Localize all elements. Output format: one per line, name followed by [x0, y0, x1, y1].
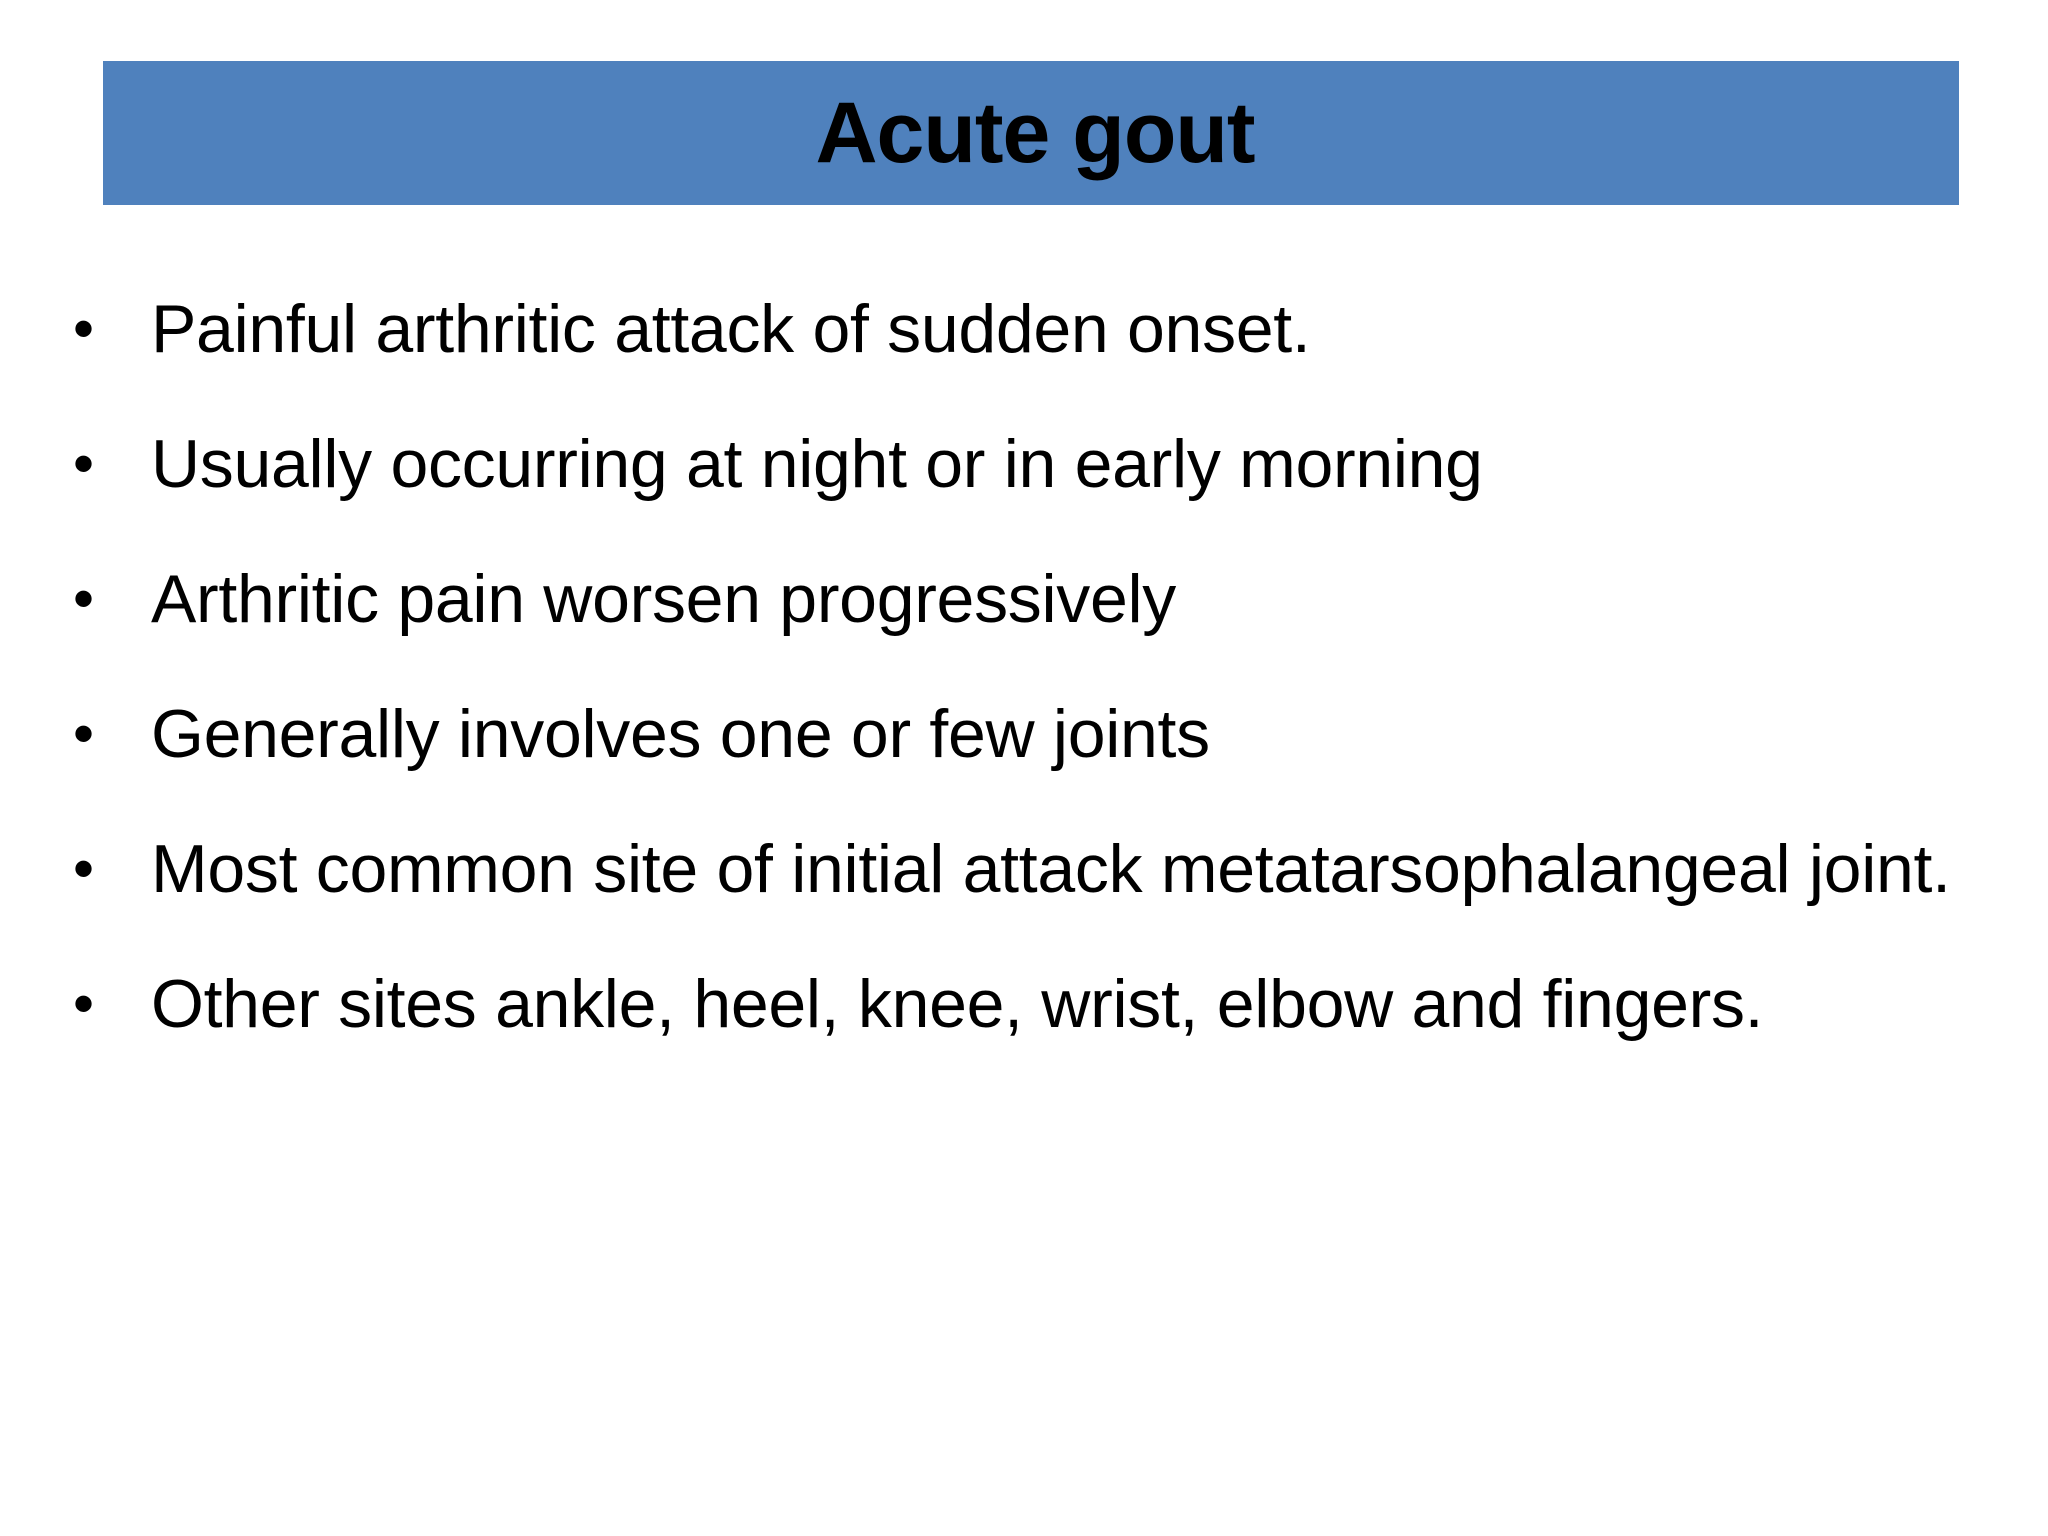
bullet-item	[0, 677, 2048, 791]
bullet-item	[0, 407, 2048, 521]
title-bar	[103, 61, 1959, 205]
bullet-text: Most common site of initial attack metatarsophalangeal joint.	[151, 831, 1951, 907]
slide-title: Acute gout	[815, 85, 1255, 181]
bullet-item	[0, 542, 2048, 656]
bullet-text: Painful arthritic attack of sudden onset.	[151, 291, 1311, 367]
bullet-icon: •	[73, 835, 94, 902]
bullet-icon: •	[73, 565, 94, 632]
bullet-text: Other sites ankle, heel, knee, wrist, elbow and fingers.	[151, 966, 1764, 1042]
bullet-icon: •	[73, 700, 94, 767]
bullet-item	[0, 272, 2048, 386]
bullet-icon: •	[73, 295, 94, 362]
bullet-text: Arthritic pain worsen progressively	[151, 561, 1177, 637]
bullet-icon: •	[73, 970, 94, 1037]
bullet-item	[0, 947, 2048, 1061]
bullet-text: Usually occurring at night or in early morning	[151, 426, 1483, 502]
bullet-item	[0, 812, 2048, 926]
bullet-list	[0, 272, 2048, 1082]
bullet-icon: •	[73, 430, 94, 497]
bullet-text: Generally involves one or few joints	[151, 696, 1210, 772]
